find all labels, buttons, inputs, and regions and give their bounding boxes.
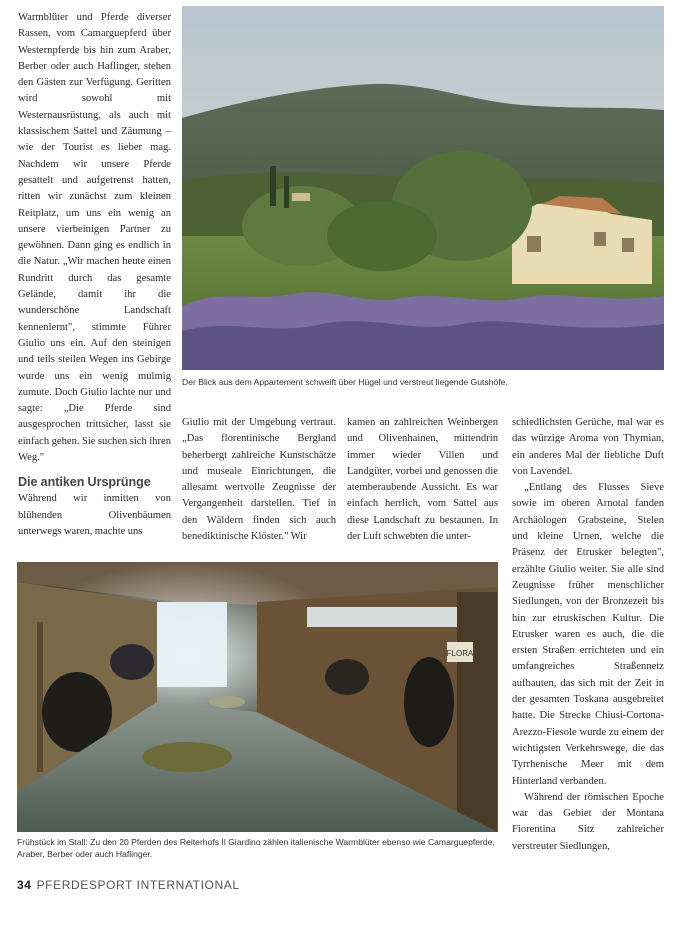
paragraph: Giulio mit der Umgebung vertraut. „Das florentinische Bergland beherbergt zahlreiche Kunstschätze und museale Einrichtungen, die allesamt wertvolle Zeugnisse der Vergangenheit darstellen. Tief in den Wäldern finden sich auch benediktinische Klöster." Wir [182,417,336,543]
article-column-3 [347,415,498,545]
paragraph: Warmblüter und Pferde diverser Rassen, vom Camarguepferd über Westernpferde bis hin zum Araber, Berber oder auch Haflinger, stehen den Gästen zur Verfügung. Geritten wird sowohl mit Westernausrüstung, als auch mit klassischem Sattel und Zäumung – wie der Tourist es lieber mag. Nachdem wir unsere Pferde gesattelt und aufgetrenst hatten, ritten wir zunächst zum kleinen Reitplatz, um uns ein wenig an unsere vierbeinigen Partner zu gewöhnen. Dann ging es endlich in die Natur. „Wir machen heute einen Rundritt durch das gesamte Gelände, damit ihr die wunderschöne Landschaft kennenlernt", stimmte Führer Giulio uns ein. Auf den steinigen und teils steilen Wegen ins Gebirge wurde uns ein wenig mulmig zumute. Doch Giulio lachte nur und sagte: „Die Pferde sind ausgesprochen trittsicher, lasst sie einfach gehen. Sie suchen sich ihren Weg." [18,12,171,464]
stable-photo [17,562,498,832]
stall-name-sign: FLORA [446,649,474,658]
magazine-title: PFERDESPORT INTERNATIONAL [36,878,240,892]
paragraph: kamen an zahlreichen Weinbergen und Olivenhainen, mittendrin immer wieder Villen und Landgüter, vorbei und genossen die atemberaubende Aussicht. Es war einfach herrlich, vom Sattel aus diese Landschaft zu bestaunen. In der Luft schwebten die unter- [347,417,498,543]
paragraph: Während der römischen Epoche war das Gebiet der Montana Fiorentina Sitz zahlreicher verstreuter Siedlungen, [512,791,664,852]
paragraph: „Entlang des Flusses Sieve sowie im oberen Arnotal fanden Archäologen Grabsteine, Stelen und kleine Urnen, welche die Präsenz der Etrusker belegten", erzählte Giulio weiter. Sie alle sind Zeugnisse früher menschlicher Siedlungen, von der Bronzezeit bis hin zur etruskischen Kultur. Die Etrusker waren es auch, die die ersten Straßen errichteten und ein umfangreiches Straßennetz aufbauten, das sich mit der Zeit in der gesamten Toskana ausgebreitet hatte. Die Strecke Chiusi-Cortona-Arezzo-Fiesole wurde zu einem der wichtigsten Verkehrswege, die das Tyrrhenische Meer mit dem Hinterland verbanden. [512,482,664,787]
article-column-2 [182,415,336,545]
subheading: Die antiken Ursprünge [18,475,151,490]
page-number: 34 [17,878,32,892]
photo-caption-top: Der Blick aus dem Appartement schweift über Hügel und verstreut liegende Gutshöfe. [182,377,508,387]
paragraph: Während wir inmitten von blühenden Olivenbäumen unterwegs waren, machte uns [18,493,171,537]
landscape-photo [182,6,664,370]
article-column-1 [18,10,171,540]
photo-caption-bottom: Frühstück im Stall: Zu den 20 Pferden des Reiterhofs Il Giardino zählen italienische Warmblüter ebenso wie Camarguepferde, Araber, Berber oder auch Haflinger. [17,837,495,859]
article-column-4 [512,415,664,855]
paragraph: schiedlichsten Gerüche, mal war es das würzige Aroma von Thymian, ein anderes Mal der liebliche Duft von Lavendel. [512,417,664,477]
page-footer [17,878,240,892]
